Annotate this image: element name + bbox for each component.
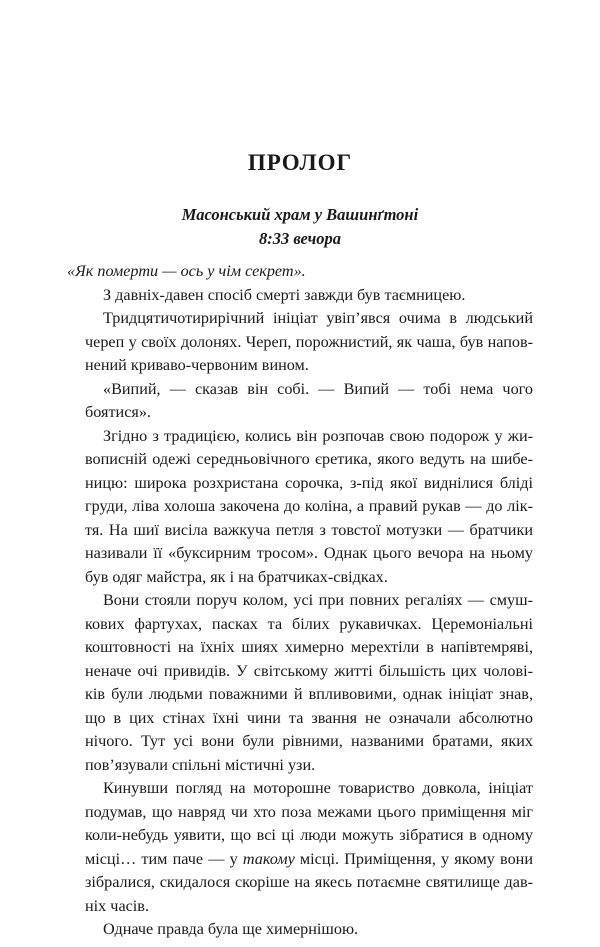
paragraph-7 [67, 777, 533, 918]
paragraph-line: вописній одежі середньовічного єретика, якого ведуть на шибе- [85, 450, 533, 468]
paragraph-line: Вони стояли поруч колом, усі при повних регаліях — смуш- [103, 591, 533, 609]
paragraph-line: череп у своїх долонях. Череп, порожнистий, як чаша, був напов- [85, 332, 533, 351]
paragraph-line: зібралися, скидалося скоріше на якесь потаємне святилище дав- [85, 873, 533, 891]
paragraph-line: З давніх-давен спосіб смерті завжди був таємницею. [103, 285, 466, 304]
paragraph-line: неначе очі привидів. У світському житті більшість цих чолові- [85, 661, 533, 680]
paragraph-line: коштовності на їхніх шиях химерно мерехтіли в напівтемряві, [85, 638, 533, 656]
paragraph-line [67, 848, 533, 872]
paragraph-line: був одяг майстра, як і на братчиках-свідках. [85, 567, 388, 586]
paragraph-line: ніх часів. [85, 896, 149, 915]
paragraph-line: називали її «буксирним тросом». Однак цього вечора на ньому [85, 544, 533, 562]
paragraph-8 [67, 918, 533, 942]
line-part: місці… тим паче — у [85, 849, 243, 868]
paragraph-line: ницю: широка розхристана сорочка, з-під якої виднілися бліді [85, 473, 533, 492]
paragraph-line: Кинувши погляд на моторошне товариство довкола, ініціат [103, 779, 533, 797]
paragraph-line: тя. На шиї висіла важкуча петля з товстої мотузки — братчики [85, 520, 533, 539]
paragraph-line: пов’язували спільні містичні узи. [85, 755, 316, 774]
paragraph-line: ків були людьми поважними й впливовими, однак ініціат знав, [85, 685, 533, 703]
line-part: місці. Приміщення, у якому вони [294, 849, 533, 868]
paragraph-2 [67, 284, 533, 308]
chapter-subtitle-location: Масонський храм у Вашинґтоні [181, 205, 419, 224]
chapter-title: ПРОЛОГ [247, 150, 353, 175]
paragraph-line: коли-небудь уявити, що всі ці люди можуть зібратися в одному [85, 826, 533, 844]
emphasized-word: такому [242, 849, 295, 868]
paragraph-line: що в цих стінах їхні чини та звання не означали абсолютно [85, 708, 533, 727]
paragraph-line: Згідно з традицією, колись він розпочав свою подорож у жи- [103, 426, 533, 445]
paragraph-line: подумав, що навряд чи хто поза межами цього приміщення міг [85, 802, 533, 821]
body-text [67, 260, 533, 942]
paragraph-line: нічого. Тут усі вони були рівними, названими братами, яких [85, 732, 533, 750]
paragraph-line: «Випий, — сказав він собі. — Випий — тобі нема чого боятися». [85, 379, 533, 421]
paragraph-5 [67, 425, 533, 590]
paragraph-4 [67, 378, 533, 425]
paragraph-line: Тридцятичотирирічний ініціат увіп’явся очима в людський [103, 309, 533, 327]
paragraph-line: нений криваво-червоним вином. [85, 356, 309, 374]
paragraph-line: груди, ліва холоша закочена до коліна, а правий рукав — до лік- [85, 497, 533, 515]
paragraph-line: Одначе правда була ще химернішою. [103, 920, 359, 938]
paragraph-epigraph-quote [67, 260, 533, 284]
epigraph-line: «Як померти — ось у чім секрет». [67, 262, 306, 280]
chapter-subtitle-time: 8:33 вечора [258, 229, 342, 248]
paragraph-line: кових фартухах, пасках та білих рукавичках. Церемоніальні [85, 614, 533, 633]
paragraph-6 [67, 589, 533, 777]
paragraph-3 [67, 307, 533, 378]
